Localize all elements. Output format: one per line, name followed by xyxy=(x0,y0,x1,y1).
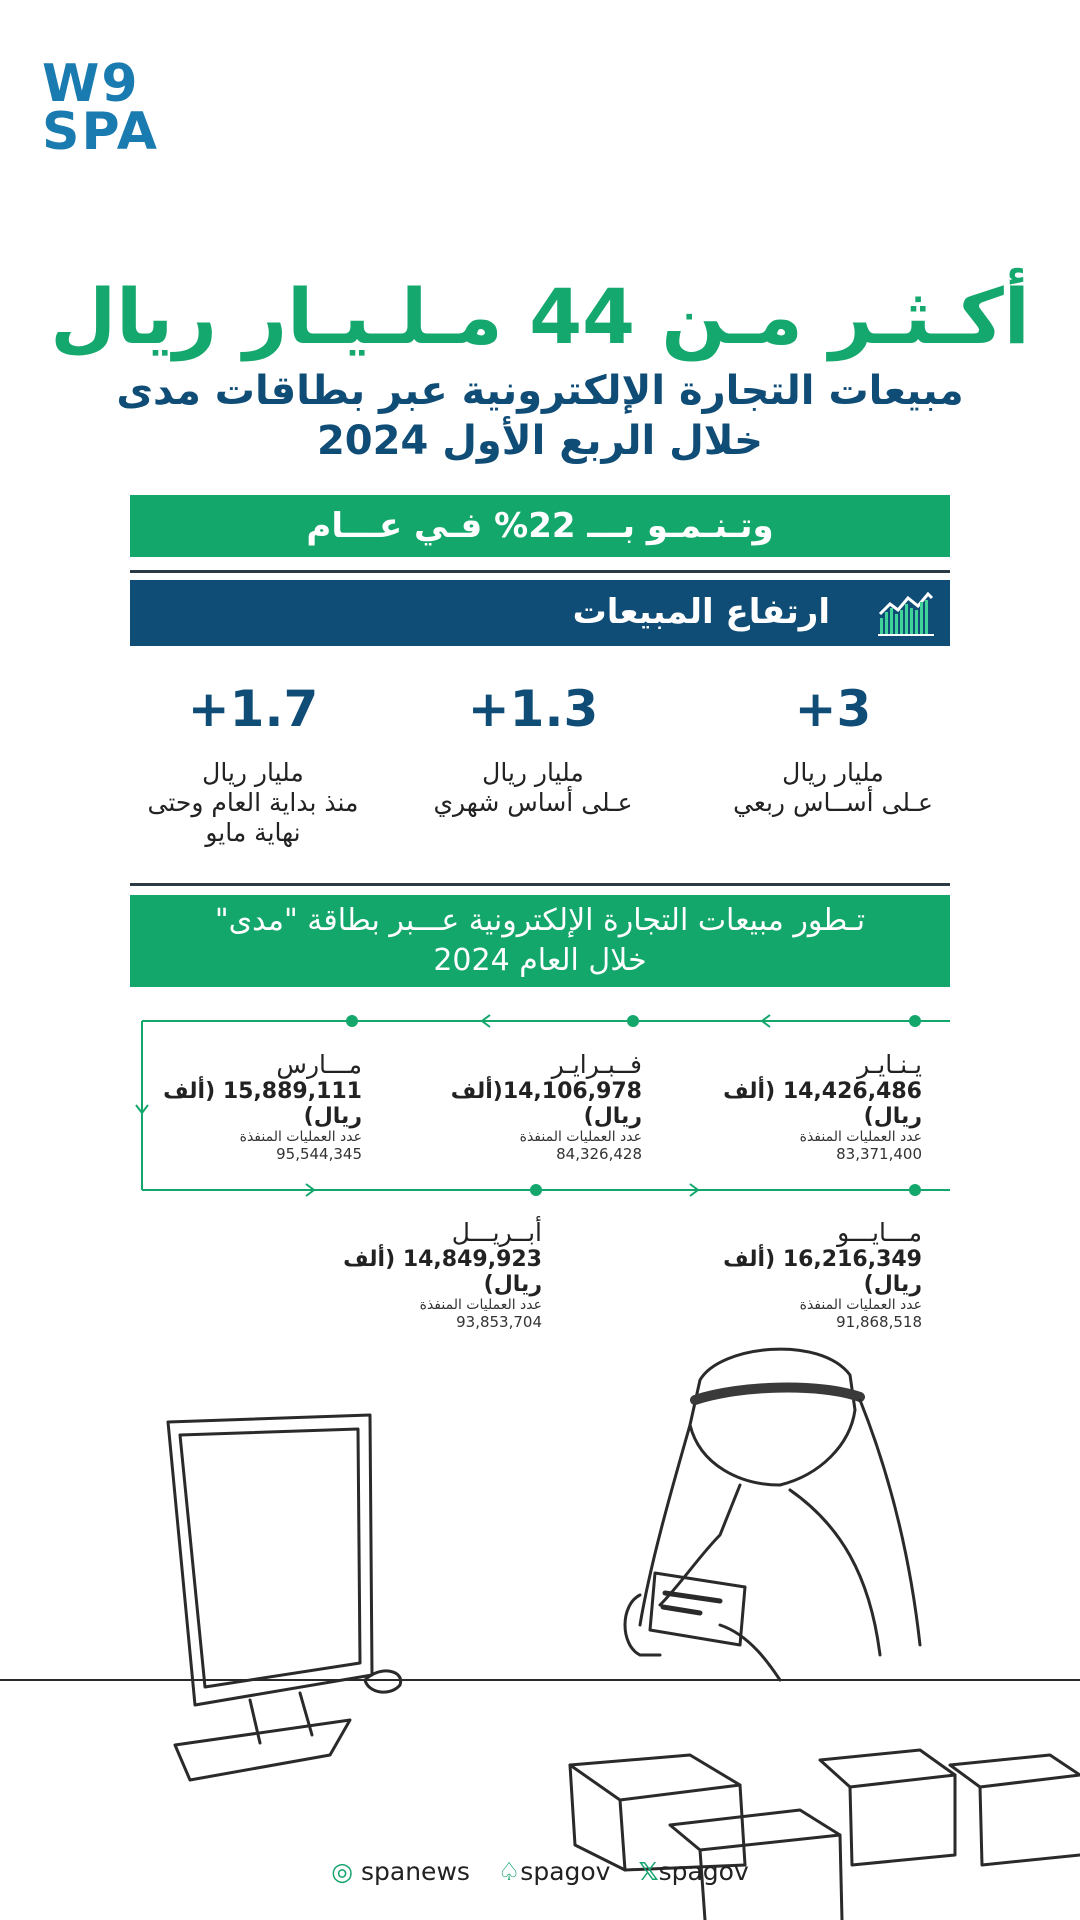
month-name: يـنـايـر xyxy=(857,1050,922,1079)
month-count: 91,868,518 xyxy=(836,1313,922,1331)
shopping-illustration xyxy=(0,1325,1080,1920)
x-handle[interactable]: 𝕏spagov xyxy=(638,1857,749,1886)
month-january xyxy=(700,1050,922,1163)
timeline-dot xyxy=(627,1015,639,1027)
month-caption: عدد العمليات المنفذة xyxy=(519,1129,642,1145)
divider xyxy=(130,883,950,886)
stat-value: +3 xyxy=(794,680,872,738)
sales-banner xyxy=(130,580,950,646)
x-icon: 𝕏 xyxy=(638,1857,659,1886)
snapchat-handle[interactable]: ♤spagov xyxy=(497,1857,611,1886)
instagram-icon: ◎ xyxy=(331,1857,354,1886)
divider xyxy=(130,570,950,573)
month-value: 14,849,923 (ألف ريال) xyxy=(343,1247,542,1297)
month-value: 16,216,349 (ألف ريال) xyxy=(723,1247,922,1297)
stat-value: +1.7 xyxy=(187,680,319,738)
stat-label-line-1: مليار ريال xyxy=(202,758,304,787)
keyboard xyxy=(175,1720,350,1780)
sales-banner-label: ارتفاع المبيعات xyxy=(572,592,830,632)
month-value: 14,426,486 (ألف ريال) xyxy=(723,1079,922,1129)
monitor xyxy=(168,1415,372,1705)
stat-label-line-3: نهاية مايو xyxy=(205,818,301,847)
stat-value: +1.3 xyxy=(467,680,599,738)
subheadline-line-1: مبيعات التجارة الإلكترونية عبر بطاقات مدى xyxy=(116,368,964,414)
month-name: مـــارس xyxy=(276,1050,362,1079)
month-name: فــبـرايـر xyxy=(551,1050,642,1079)
mouse xyxy=(365,1671,401,1692)
stat-label-line-2: عـلى أساس شهري xyxy=(433,788,633,817)
snapchat-icon: ♤ xyxy=(497,1857,521,1886)
month-value: 14,106,978(ألف ريال) xyxy=(450,1079,642,1129)
month-caption: عدد العمليات المنفذة xyxy=(799,1129,922,1145)
evolution-banner-line-1: تـطور مبيعات التجارة الإلكترونية عـــبر بطاقة "مدى" xyxy=(214,903,866,938)
stat-label-line-1: مليار ريال xyxy=(782,758,884,787)
month-caption: عدد العمليات المنفذة xyxy=(419,1297,542,1313)
month-name: مـــايـــو xyxy=(837,1218,922,1247)
month-may xyxy=(700,1218,922,1331)
month-caption: عدد العمليات المنفذة xyxy=(799,1297,922,1313)
month-count: 95,544,345 xyxy=(276,1145,362,1163)
box xyxy=(570,1755,740,1800)
spa-logo xyxy=(42,54,172,162)
timeline-dot xyxy=(346,1015,358,1027)
stat-ytd xyxy=(103,680,403,848)
month-count: 84,326,428 xyxy=(556,1145,642,1163)
stat-monthly xyxy=(383,680,683,818)
evolution-banner xyxy=(130,895,950,987)
stat-label-line-2: عـلى أســاس ربعي xyxy=(733,788,933,817)
month-name: أبــريـــل xyxy=(451,1218,542,1247)
evolution-banner-line-2: خلال العام 2024 xyxy=(433,943,647,978)
stat-label-line-2: منذ بداية العام وحتى xyxy=(147,788,359,817)
logo-line-1: W9 xyxy=(42,54,140,114)
growth-banner: وتـنـمـو بـــ 22% فـي عـــام xyxy=(130,495,950,557)
stat-quarterly xyxy=(683,680,983,818)
month-february xyxy=(420,1050,642,1163)
person-head xyxy=(690,1349,855,1485)
month-caption: عدد العمليات المنفذة xyxy=(239,1129,362,1145)
timeline-dot xyxy=(909,1015,921,1027)
timeline-dot xyxy=(530,1184,542,1196)
month-april xyxy=(320,1218,542,1331)
timeline-dot xyxy=(909,1184,921,1196)
month-count: 93,853,704 xyxy=(456,1313,542,1331)
social-footer xyxy=(0,1857,1080,1886)
instagram-handle[interactable]: ◎ spanews xyxy=(331,1857,470,1886)
logo-line-2: SPA xyxy=(42,102,160,162)
headline: أكـثـر مـن 44 مـلـيـار ريال xyxy=(50,272,1030,361)
month-value: 15,889,111 (ألف ريال) xyxy=(163,1079,362,1129)
month-march xyxy=(140,1050,362,1163)
subheadline-line-2: خلال الربع الأول 2024 xyxy=(316,418,764,464)
month-count: 83,371,400 xyxy=(836,1145,922,1163)
stat-label-line-1: مليار ريال xyxy=(482,758,584,787)
chart-icon xyxy=(876,588,936,638)
